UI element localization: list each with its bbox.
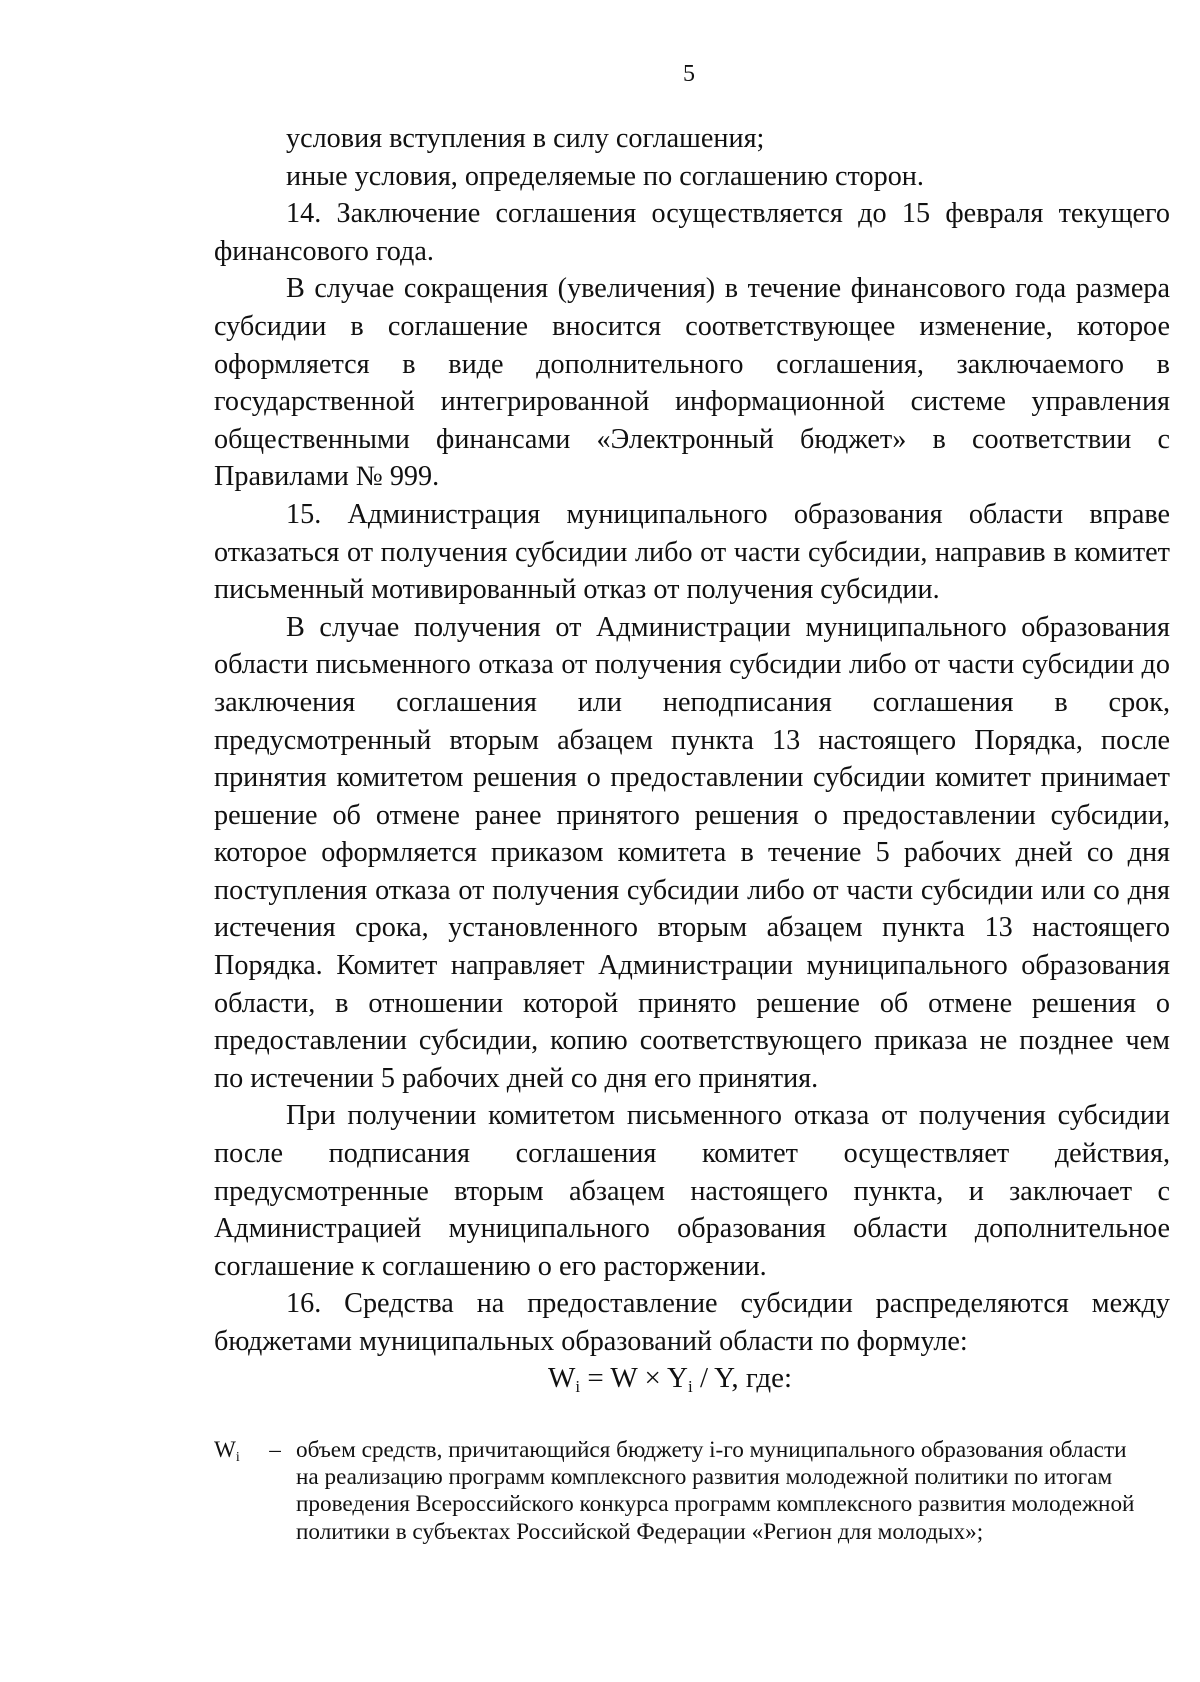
formula-lhs-subscript: i bbox=[575, 1377, 581, 1396]
formula-y-subscript: i bbox=[687, 1377, 693, 1396]
definition-dash: – bbox=[269, 1437, 281, 1463]
page-number: 5 bbox=[683, 61, 695, 87]
definition-symbol-base: W bbox=[214, 1437, 236, 1463]
paragraph-item-14: 14. Заключение соглашения осуществляется до 15 февраля текущего финансового года. bbox=[214, 198, 1170, 267]
definition-symbol bbox=[214, 1437, 254, 1471]
paragraph: В случае получения от Администрации муниципального образования области письменного отказа от получения субсидии либо от части субсидии до заключения соглашения или неподписания соглашения в срок, предусмотренный вторым абзацем пункта 13 настоящего Порядка, после принятия комитетом решения о предоставлении субсидии комитет принимает решение об отмене ранее принятого решения о предоставлении субсидии, которое оформляется приказом комитета в течение 5 рабочих дней со дня поступления отказа от получения субсидии либо от части субсидии или со дня истечения срока, установленного вторым абзацем пункта 13 настоящего Порядка. Комитет направляет Администрации муниципального образования области, в отношении которой принято решение об отмене решения о предоставлении субсидии, копию соответствующего приказа не позднее чем по истечении 5 рабочих дней со дня его принятия. bbox=[214, 611, 1170, 1094]
definition-text: объем средств, причитающийся бюджету i-го муниципального образования области на реализацию программ комплексного развития молодежной политики по итогам проведения Всероссийского конкурса программ комплексного развития молодежной политики в субъектах Российской Федерации «Регион для молодых»; bbox=[296, 1437, 1135, 1545]
paragraph: условия вступления в силу соглашения; bbox=[286, 123, 765, 154]
paragraph-item-16: 16. Средства на предоставление субсидии распределяются между бюджетами муниципальных образований области по формуле: bbox=[214, 1288, 1170, 1357]
paragraph: иные условия, определяемые по соглашению сторон. bbox=[286, 160, 924, 192]
paragraph: В случае сокращения (увеличения) в течение финансового года размера субсидии в соглашение вносится соответствующее изменение, которое оформляется в виде дополнительного соглашения, заключаемого в государственной интегрированной информационной системе управления общественными финансами «Электронный бюджет» в соответствии с Правилами № 999. bbox=[214, 273, 1170, 493]
distribution-formula bbox=[0, 1360, 1200, 1405]
paragraph-item-15: 15. Администрация муниципального образования области вправе отказаться от получения субсидии либо от части субсидии, направив в комитет письменный мотивированный отказ от получения субсидии. bbox=[214, 498, 1170, 606]
formula-rest: / Y, где: bbox=[692, 1362, 793, 1394]
document-body bbox=[214, 120, 1170, 1361]
definitions-list bbox=[214, 1437, 1154, 1546]
paragraph: При получении комитетом письменного отказа от получения субсидии после подписания соглашения комитет осуществляет действия, предусмотренные вторым абзацем настоящего пункта, и заключает с Администрацией муниципального образования области дополнительное соглашение к соглашению о его расторжении. bbox=[214, 1100, 1170, 1282]
formula-eq: = W × Y bbox=[580, 1362, 688, 1394]
definition-item bbox=[214, 1437, 1154, 1546]
definition-symbol-subscript: i bbox=[235, 1450, 240, 1465]
formula-lhs: W bbox=[547, 1362, 576, 1394]
